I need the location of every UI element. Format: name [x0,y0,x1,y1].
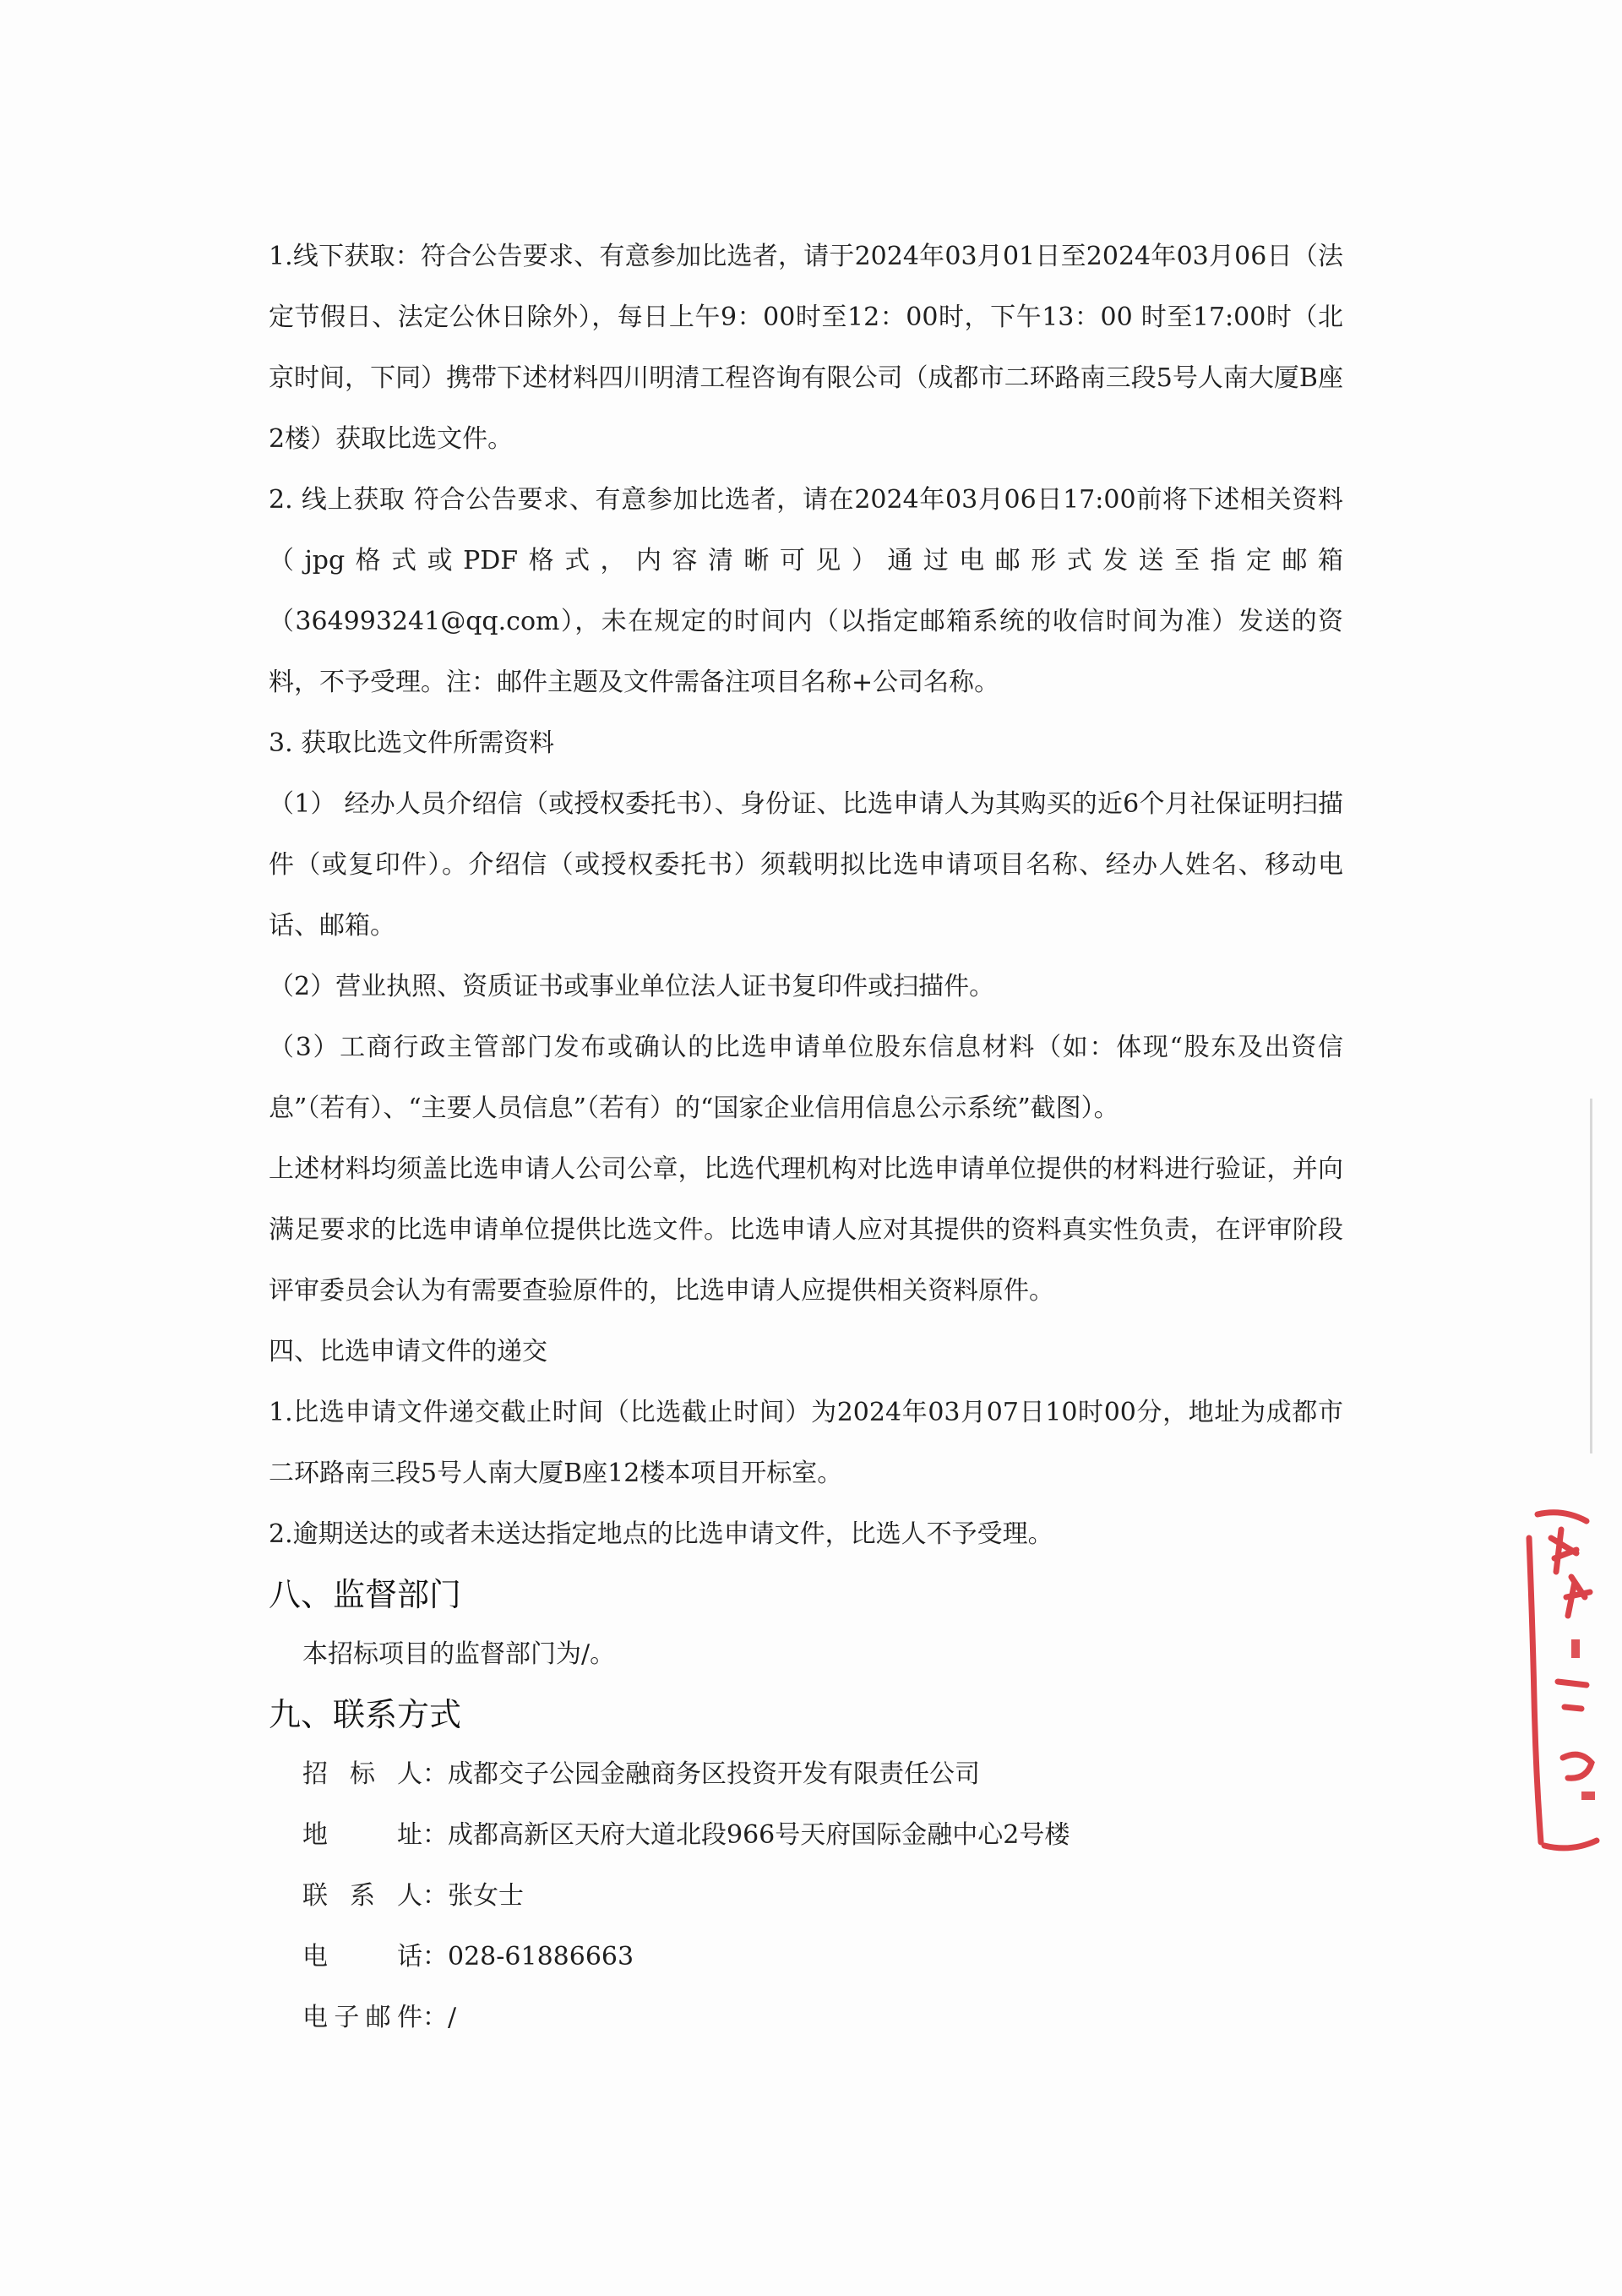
contact-label: 联系人 [302,1881,422,1911]
contact-row-address [269,1805,1343,1866]
contact-label: 招标人 [302,1759,422,1789]
paragraph-material-2: （2）营业执照、资质证书或事业单位法人证书复印件或扫描件。 [269,972,995,1001]
section-submission-heading: 四、比选申请文件的递交 [269,1337,547,1366]
paragraph-seal-requirement: 上述材料均须盖比选申请人公司公章，比选代理机构对比选申请单位提供的材料进行验证，并向满足要求的比选申请单位提供比选文件。比选申请人应对其提供的资料真实性负责，在评审阶段评审委员会认为有需要查验原件的，比选申请人应提供相关资料原件。 [269,1154,1343,1306]
partial-seal-stamp [1512,1504,1605,1859]
contact-row-phone [269,1927,1343,1988]
paragraph-material-1: （1） 经办人员介绍信（或授权委托书）、身份证、比选申请人为其购买的近6个月社保证明扫描件（或复印件）。介绍信（或授权委托书）须载明拟比选申请项目名称、经办人姓名、移动电话、邮箱。 [269,789,1343,941]
paragraph-late-submission: 2.逾期送达的或者未送达指定地点的比选申请文件，比选人不予受理。 [269,1519,1053,1549]
section-supervision-heading: 八、监督部门 [269,1576,462,1613]
paragraph-required-materials-title: 3. 获取比选文件所需资料 [269,728,555,758]
document-body [269,226,1343,2048]
contact-row-tenderer [269,1744,1343,1805]
paragraph-submission-deadline: 1.比选申请文件递交截止时间（比选截止时间）为2024年03月07日10时00分，地址为成都市二环路南三段5号人南大厦B座12楼本项目开标室。 [269,1398,1343,1488]
section-contact-heading: 九、联系方式 [269,1696,462,1733]
contact-label: 地址 [302,1820,422,1850]
scan-edge-line [1590,1099,1592,1453]
contact-value: ：成都高新区天府大道北段966号天府国际金融中心2号楼 [422,1820,1070,1850]
paragraph-offline-access: 1.线下获取：符合公告要求、有意参加比选者，请于2024年03月01日至2024年03月06日（法定节假日、法定公休日除外），每日上午9：00时至12：00时，下午13：00 时至17:00时（北京时间，下同）携带下述材料四川明清工程咨询有限公司（成都市二环路南三段5号人南大厦B座2楼）获取比选文件。 [269,242,1343,454]
contact-row-person [269,1866,1343,1927]
contact-value: ：张女士 [422,1881,524,1911]
contact-label: 电话 [302,1942,422,1972]
contact-value: ：成都交子公园金融商务区投资开发有限责任公司 [422,1759,980,1789]
contact-value: ：028-61886663 [422,1942,634,1972]
paragraph-online-access: 2. 线上获取 符合公告要求、有意参加比选者，请在2024年03月06日17:00前将下述相关资料（jpg格式或PDF格式，内容清晰可见）通过电邮形式发送至指定邮箱（364993241@qq.com），未在规定的时间内（以指定邮箱系统的收信时间为准）发送的资料，不予受理。注：邮件主题及文件需备注项目名称+公司名称。 [269,485,1343,697]
contact-label: 电子邮件 [302,2003,422,2032]
contact-row-email [269,1988,1343,2048]
contact-value: ：/ [422,2003,457,2032]
paragraph-supervision: 本招标项目的监督部门为/。 [302,1639,616,1669]
paragraph-material-3: （3）工商行政主管部门发布或确认的比选申请单位股东信息材料（如：体现“股东及出资信息”（若有）、“主要人员信息”（若有）的“国家企业信用信息公示系统”截图）。 [269,1033,1343,1123]
